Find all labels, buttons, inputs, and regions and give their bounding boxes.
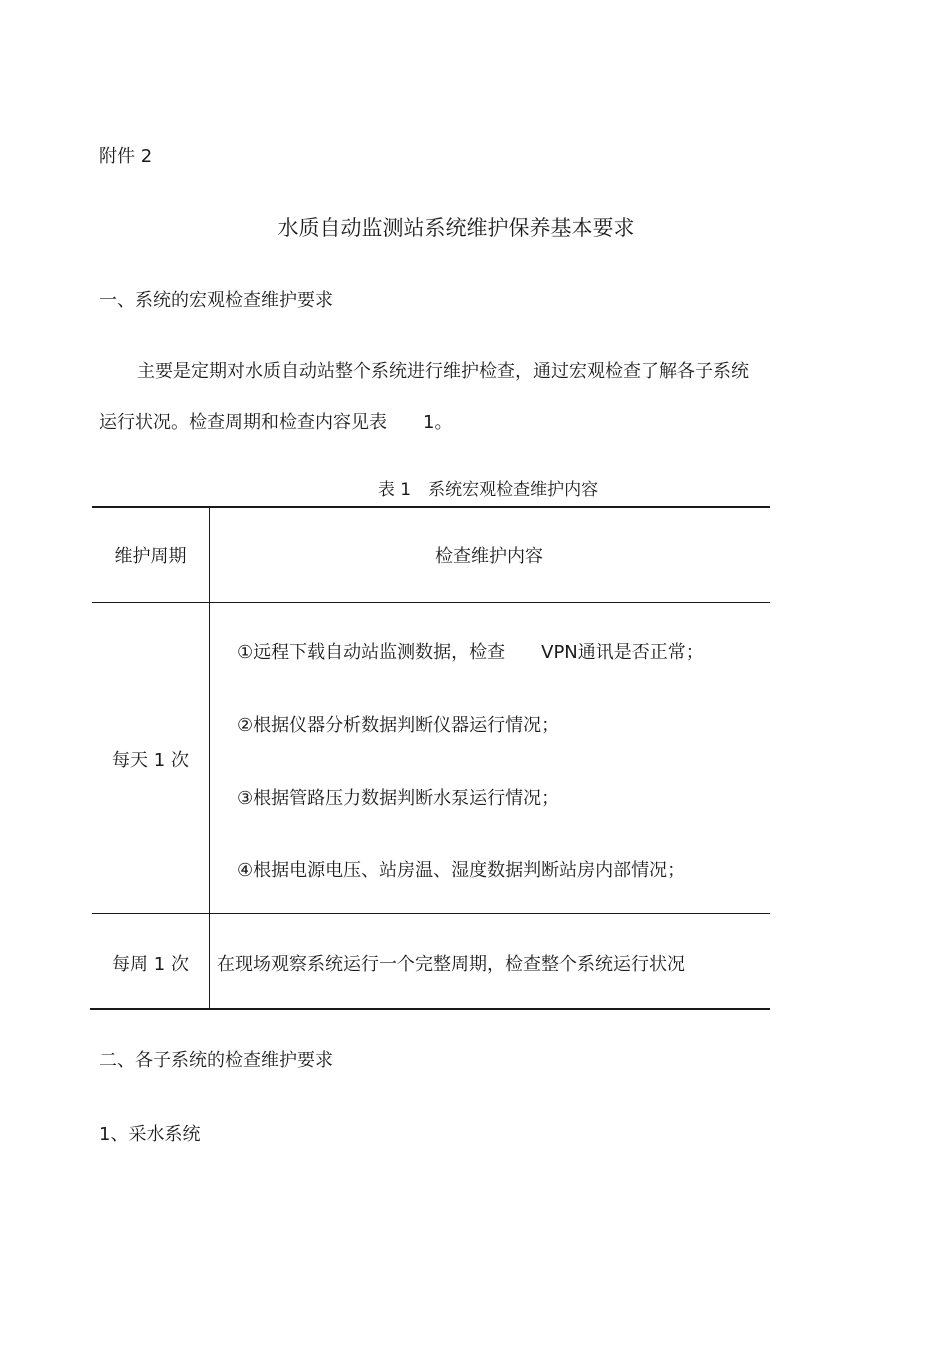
daily-item-4: ④根据电源电压、站房温、湿度数据判断站房内部情况； bbox=[237, 860, 686, 881]
table-column-divider bbox=[209, 507, 210, 1009]
daily-item-3: ③根据管路压力数据判断水泵运行情况； bbox=[237, 788, 560, 809]
table-row-weekly-content: 在现场观察系统运行一个完整周期，检查整个系统运行状况 bbox=[217, 954, 685, 975]
table-header-content: 检查维护内容 bbox=[435, 546, 543, 567]
table-caption: 表 1 系统宏观检查维护内容 bbox=[377, 480, 599, 500]
section-1-heading: 一、系统的宏观检查维护要求 bbox=[99, 290, 333, 311]
subsection-1-heading: 1、采水系统 bbox=[99, 1124, 201, 1145]
attachment-label: 附件 2 bbox=[99, 146, 153, 167]
table-bottom-rule bbox=[90, 1008, 770, 1010]
daily-item-2: ②根据仪器分析数据判断仪器运行情况； bbox=[237, 715, 560, 736]
table-row-daily-period: 每天 1 次 bbox=[112, 750, 189, 771]
table-header-period: 维护周期 bbox=[114, 546, 187, 567]
section-1-paragraph-line-1: 主要是定期对水质自动站整个系统进行维护检查，通过宏观检查了解各子系统 bbox=[137, 361, 749, 382]
section-2-heading: 二、各子系统的检查维护要求 bbox=[99, 1050, 333, 1071]
table-row-weekly-period: 每周 1 次 bbox=[112, 954, 189, 975]
table-row-rule bbox=[92, 913, 770, 914]
daily-item-1: ①远程下载自动站监测数据，检查 VPN通讯是否正常； bbox=[237, 642, 704, 663]
table-top-rule bbox=[92, 506, 770, 508]
document-title: 水质自动监测站系统维护保养基本要求 bbox=[277, 216, 635, 240]
table-header-rule bbox=[92, 602, 770, 603]
section-1-paragraph-line-2: 运行状况。检查周期和检查内容见表 1。 bbox=[99, 412, 453, 433]
